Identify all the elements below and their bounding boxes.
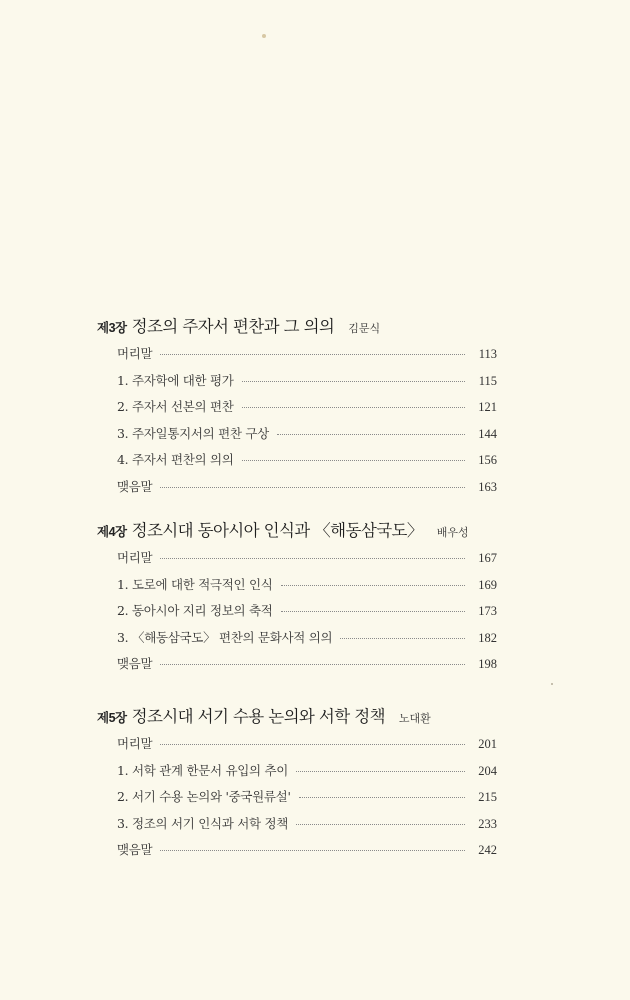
toc-entry[interactable]: [97, 761, 497, 788]
paper-speck: [262, 34, 266, 38]
dot-leader: [296, 824, 465, 825]
chapter-4-section: [97, 517, 497, 681]
page-number: 233: [478, 816, 497, 831]
toc-entry[interactable]: [97, 548, 497, 575]
chapter-title: 정조시대 서기 수용 논의와 서학 정책: [131, 707, 385, 726]
dot-leader: [296, 771, 465, 772]
page-number: 169: [478, 577, 497, 592]
dot-leader: [242, 381, 465, 382]
toc-entry[interactable]: [97, 734, 497, 761]
page-number: 204: [478, 763, 497, 778]
dot-leader: [242, 407, 465, 408]
page-number: 173: [478, 604, 497, 618]
chapter-title: 정조시대 동아시아 인식과 〈해동삼국도〉: [131, 521, 423, 540]
entry-label: 머리말: [117, 346, 153, 361]
toc-entry[interactable]: [97, 424, 497, 451]
page-number: 201: [478, 737, 497, 751]
toc-entry[interactable]: [97, 601, 497, 628]
page-number: 182: [478, 630, 497, 645]
chapter-number: 제5장: [97, 711, 127, 725]
page-number: 144: [478, 426, 497, 441]
entry-label: 맺음말: [117, 478, 153, 494]
dot-leader: [277, 434, 465, 435]
entry-label: 4. 주자서 편찬의 의의: [117, 452, 234, 467]
dot-leader: [160, 850, 465, 851]
entry-label: 2. 동아시아 지리 정보의 축적: [117, 603, 273, 618]
page-number: 242: [478, 843, 497, 857]
chapter-author: 김문식: [348, 322, 381, 335]
toc-entry[interactable]: [97, 450, 497, 477]
chapter-heading: [97, 703, 497, 729]
dot-leader: [281, 585, 465, 586]
entry-label: 머리말: [117, 550, 153, 565]
chapter-author: 배우성: [436, 526, 469, 539]
entry-list: [97, 734, 497, 867]
entry-label: 맺음말: [117, 656, 153, 671]
chapter-title: 정조의 주자서 편찬과 그 의의: [131, 317, 335, 336]
toc-entry[interactable]: [97, 344, 497, 371]
toc-entry[interactable]: [97, 814, 497, 841]
chapter-author: 노대환: [398, 712, 431, 725]
entry-list: [97, 344, 497, 503]
chapter-number: 제3장: [97, 321, 127, 335]
dot-leader: [299, 797, 465, 798]
toc-entry[interactable]: [97, 371, 497, 398]
page-number: 163: [478, 479, 497, 494]
paper-speck: [551, 683, 553, 685]
dot-leader: [160, 744, 465, 745]
page-number: 113: [478, 347, 497, 361]
entry-label: 1. 서학 관계 한문서 유입의 추이: [117, 762, 288, 778]
entry-label: 3. 주자일통지서의 편찬 구상: [117, 425, 269, 441]
toc-entry[interactable]: [97, 787, 497, 814]
dot-leader: [281, 611, 465, 612]
entry-label: 3. 〈해동삼국도〉 편찬의 문화사적 의의: [117, 629, 333, 645]
entry-label: 3. 정조의 서기 인식과 서학 정책: [117, 815, 288, 831]
page-number: 156: [478, 453, 497, 467]
entry-label: 머리말: [117, 736, 153, 751]
chapter-heading: [97, 313, 497, 339]
page-number: 215: [478, 790, 497, 804]
toc-entry[interactable]: [97, 397, 497, 424]
page-number: 198: [478, 657, 497, 671]
chapter-5-section: [97, 703, 497, 867]
entry-label: 2. 주자서 선본의 편찬: [117, 399, 234, 414]
dot-leader: [160, 664, 465, 665]
chapter-heading: [97, 517, 497, 543]
entry-label: 1. 주자학에 대한 평가: [117, 372, 234, 388]
dot-leader: [340, 638, 465, 639]
chapter-3-section: [97, 313, 497, 503]
toc-entry[interactable]: [97, 477, 497, 504]
page-number: 121: [478, 400, 497, 414]
toc-entry[interactable]: [97, 840, 497, 867]
toc-entry[interactable]: [97, 575, 497, 602]
entry-label: 1. 도로에 대한 적극적인 인식: [117, 576, 273, 592]
dot-leader: [160, 354, 465, 355]
entry-label: 맺음말: [117, 842, 153, 857]
dot-leader: [160, 487, 465, 488]
page-number: 167: [478, 551, 497, 565]
dot-leader: [160, 558, 465, 559]
entry-label: 2. 서기 수용 논의와 '중국원류설': [117, 789, 291, 804]
entry-list: [97, 548, 497, 681]
chapter-number: 제4장: [97, 525, 127, 539]
toc-entry[interactable]: [97, 628, 497, 655]
toc-entry[interactable]: [97, 654, 497, 681]
page-number: 115: [478, 373, 497, 388]
dot-leader: [242, 460, 465, 461]
